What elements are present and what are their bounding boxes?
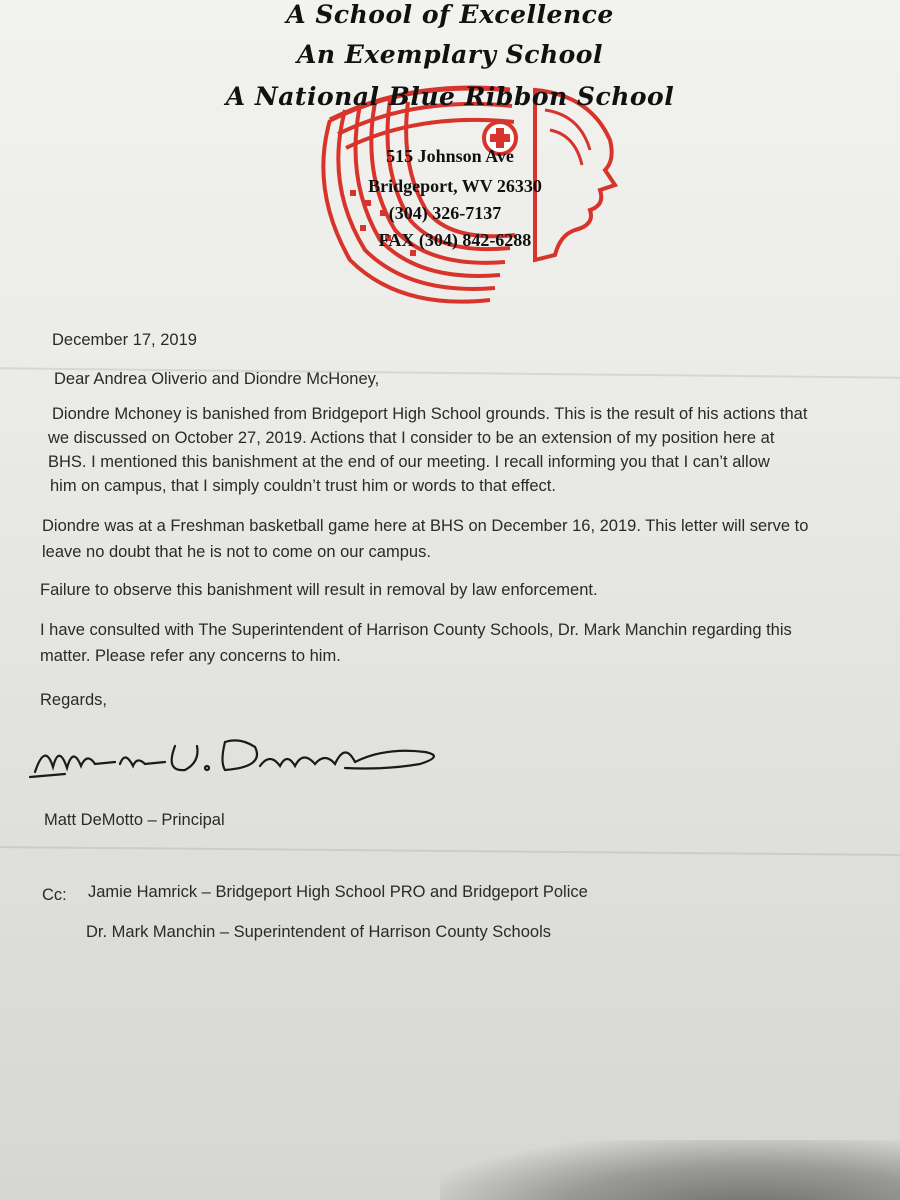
signer-name: Matt DeMotto – Principal — [44, 811, 225, 829]
cc-label: Cc: — [42, 886, 67, 904]
cc-recipient: Jamie Hamrick – Bridgeport High School PRO and Bridgeport Police — [88, 883, 588, 901]
text-line: leave no doubt that he is not to come on our campus. — [42, 543, 431, 561]
table-shadow — [440, 1140, 900, 1200]
motto-line: A School of Excellence — [286, 0, 614, 29]
closing: Regards, — [40, 691, 107, 709]
text-line: Diondre Mchoney is banished from Bridgeport High School grounds. This is the result of his actions that — [52, 405, 808, 423]
motto-line: A National Blue Ribbon School — [225, 82, 675, 111]
cc-recipient: Dr. Mark Manchin – Superintendent of Harrison County Schools — [86, 923, 551, 941]
paragraph-2 — [42, 514, 808, 564]
text-line: we discussed on October 27, 2019. Actions that I consider to be an extension of my position here at — [48, 429, 775, 447]
text-line: Diondre was at a Freshman basketball game here at BHS on December 16, 2019. This letter will serve to — [42, 517, 809, 535]
text-line: BHS. I mentioned this banishment at the end of our meeting. I recall informing you that I can’t allow — [48, 453, 770, 471]
text-line: him on campus, that I simply couldn’t trust him or words to that effect. — [50, 477, 556, 495]
paragraph-3: Failure to observe this banishment will result in removal by law enforcement. — [40, 581, 598, 599]
text-line: matter. Please refer any concerns to him. — [40, 647, 341, 665]
fax-number: FAX (304) 842-6288 — [378, 230, 532, 250]
address-street: 515 Johnson Ave — [386, 146, 514, 166]
text-line: I have consulted with The Superintendent of Harrison County Schools, Dr. Mark Manchin regarding this — [40, 621, 792, 639]
letter-date: December 17, 2019 — [52, 331, 197, 349]
address-city: Bridgeport, WV 26330 — [368, 176, 542, 196]
paragraph-4 — [40, 618, 792, 668]
motto-line: An Exemplary School — [297, 40, 603, 69]
phone-number: (304) 326-7137 — [388, 203, 502, 223]
paragraph-1 — [48, 402, 808, 498]
salutation: Dear Andrea Oliverio and Diondre McHoney, — [54, 370, 380, 388]
signature — [25, 722, 445, 792]
paper-fold-line — [0, 846, 900, 856]
